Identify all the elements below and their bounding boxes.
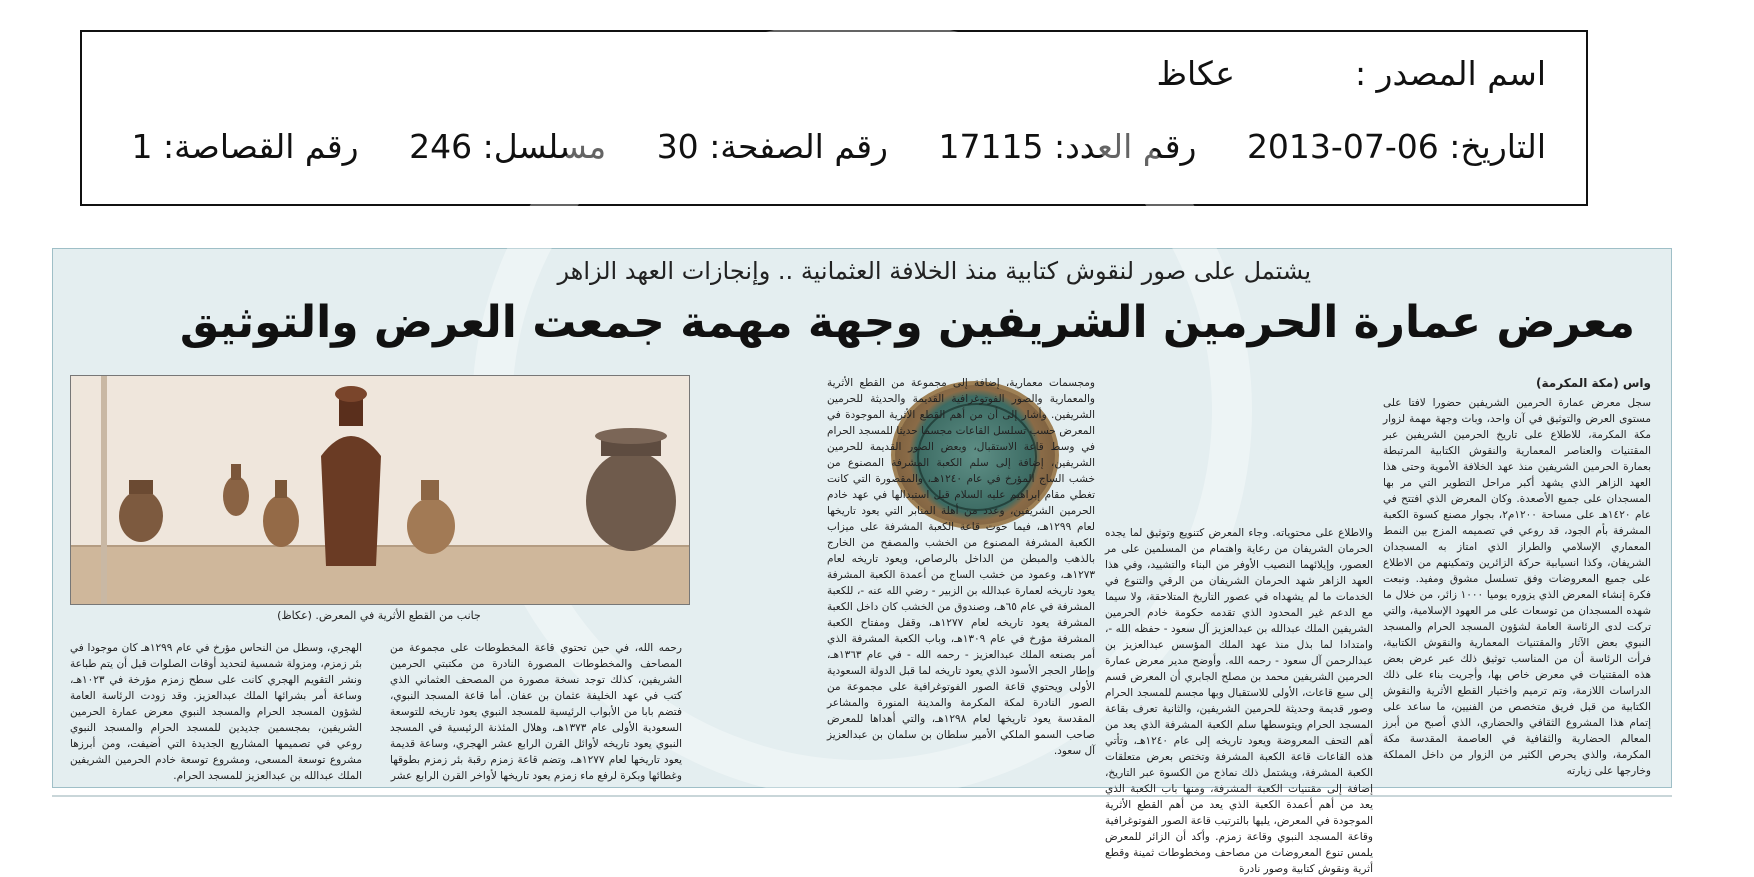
article-column-1 [1383,375,1651,777]
bottom-divider [52,795,1672,797]
column-3-text: ومجسمات معمارية، إضافة إلى مجموعة من القطع الأثرية والمعمارية والصور الفوتوغرافية القديمة والحديثة للحرمين الشريفين. وأشار إلى أن من أهم القطع الأثرية الموجودة في المعرض حسب تسلسل القاعات مجسما حديثا للمسجد الحرام في وسط قاعة الاستقبال، وبعض الصور القديمة للحرمين الشريفين، إضافة إلى سلم الكعبة المشرفة المصنوع من خشب الساج المؤرخ في عام ١٢٤٠هـ، والمقصورة التي كانت تغطي مقام إبراهيم عليه السلام قبل استبدالها في عهد خادم الحرمين الشريفين، وعدد من أهلة المنابر التي يعود تاريخها لعام ١٢٩٩هـ، فيما حوت قاعة الكعبة المشرفة على ميزاب الكعبة المشرفة المصنوع من الخشب والمصفح من الخارج بالذهب والمبطن من الداخل بالرصاص، ويعود تاريخه لعام ١٢٧٣هـ، وعمود من خشب الساج من أعمدة الكعبة المشرفة يعود تاريخه لعمارة عبدالله بن الزبير - رضي الله عنه -، للكعبة المشرفة في عام ٦٥هـ، وصندوق من الخشب كان داخل الكعبة المشرفة يعود تاريخه لعام ١٢٧٧هـ، وقفل ومفتاح الكعبة المشرفة مؤرخ في عام ١٣٠٩هـ، وباب الكعبة المشرفة الذي أمر بصنعه الملك عبدالعزيز - رحمه الله - في عام ١٣٦٣هـ، وإطار الحجر الأسود الذي يعود تاريخه لما قبل الدولة السعودية الأولى ويحتوي قاعة الصور الفوتوغرافية على مجموعة من الصور النادرة لمكة المكرمة والمدينة المنورة والمشاعر المقدسة يعود تاريخها لعام ١٢٩٨هـ، والتي أهداها للمعرض صاحب السمو الملكي الأمير سلطان بن سلمان بن عبدالعزيز آل سعود. [827,377,1096,757]
artifacts-photo [70,375,690,605]
column-1-text: سجل معرض عمارة الحرمين الشريفين حضورا لافتا على مستوى العرض والتوثيق في آن واحد، وبات وجهة مهمة لزوار مكة المكرمة، للاطلاع على تاريخ الحرمين الشريفين عبر المقتنيات والعناصر المعمارية والنقوش الكتابية المرتبطة بعمارة الحرمين الشريفين منذ عهد الخلافة الأموية وحتى هذا العهد الزاهر الذي يشهد أكبر مراحل التطوير التي مر بها المسجدان على جميع الأصعدة. وكان المعرض الذي افتتح في عام ١٤٢٠هـ على مساحة ١٢٠٠م٢، بجوار مصنع كسوة الكعبة المشرفة بأم الجود، قد روعي في تصميمه المزج بين النمط المعماري الإسلامي والطراز الذي امتاز به المسجدان الشريفان، وكذا انسيابية حركة الزائرين وتمكينهم من الاطلاع على جميع المعروضات وفق تسلسل مشوق ومفيد. ونبعت فكرة إنشاء المعرض الذي يزوره يوميا ١٠٠٠ زائر، من خلال ما شهده المسجدان من توسعات على مر العهود الإسلامية، والتي تركت لدى الرئاسة العامة لشؤون المسجد الحرام والمسجد النبوي بعض الآثار والمقتنيات المعمارية والنقوش الكتابية، فرأت الرئاسة أن من المناسب توثيق ذلك عبر عرض بعض هذه المقتنيات في معرض خاص بها، وأجريت بناء على ذلك الدراسات اللازمة، وتم ترميم واختيار القطع الأثرية والنقوش الكتابية من قبل فريق متخصص من الفنيين، ما ساعد على إتمام هذا المشروع الثقافي والحضاري، الذي أصبح من أبرز المعالم الحضارية والثقافية في العاصمة المقدسة مكة المكرمة، والذي يحرص الكثير من الزوار من داخل المملكة وخارجها على زيارته [1383,397,1651,777]
article-column-2 [1105,375,1373,875]
issue-value: 17115 [938,127,1044,166]
column-2-text: والاطلاع على محتوياته. وجاء المعرض كتنويع وتوثيق لما يجده الحرمان الشريفان من رعاية واهتمام من المسلمين على مر العصور، وإيلائهما النصيب الأوفر من البناء والتشييد، وفي هذا العهد الزاهر شهد الحرمان الشريفان من الرقي والتنوع في الخدمات ما لم يشهداه في عصور التاريخ المتلاحقة، ولا سيما مع الدعم غير المحدود الذي تقدمه حكومة خادم الحرمين الشريفين الملك عبدالله بن عبدالعزيز آل سعود - حفظه الله -، وامتدادا لما بذل منذ عهد الملك المؤسس عبدالعزيز بن عبدالرحمن آل سعود - رحمه الله. وأوضح مدير معرض عمارة الحرمين الشريفين محمد بن مصلح الجابري أن المعرض قسم إلى سبع قاعات، الأولى للاستقبال وبها مجسم للمسجد الحرام وصور قديمة وحديثة للحرمين الشريفين، والثانية تعرف بقاعة المسجد الحرام ويتوسطها سلم الكعبة المشرفة الذي يعد من أهم التحف المعروضة ويعود تاريخه إلى عام ١٢٤٠هـ، وتأتي هذه القاعات قاعة الكعبة المشرفة وتختص بعرض متعلقات الكعبة المشرفة، ويشتمل ذلك نماذج من الكسوة عبر التاريخ، إضافة إلى مقتنيات الكعبة المشرفة، ومنها باب الكعبة الذي يعد من أهم أعمدة الكعبة الذي يعد من أهم القطع الأثرية الموجودة في المعرض، يليها بالترتيب قاعة الصور الفوتوغرافية وقاعة المسجد النبوي وقاعة زمزم. وأكد أن الزائر للمعرض يلمس تنوع المعروضات من مصاحف ومخطوطات ثمينة وقطع أثرية ونقوش كتابية وصور نادرة [1105,527,1373,875]
source-label: اسم المصدر : [1354,54,1546,93]
page-value: 30 [656,127,699,166]
article-byline: واس (مكة المكرمة) [1536,376,1651,390]
date-value: 2013-07-06 [1246,127,1439,166]
photo-caption: جانب من القطع الأثرية في المعرض. (عكاظ) [277,609,481,622]
newspaper-clipping [52,248,1672,875]
article-column-4 [390,629,683,782]
issue-label: رقم العدد: [1053,127,1197,166]
article-column-5 [70,629,362,782]
serial-label: مسلسل: [482,127,607,166]
source-value: عكاظ [1156,54,1235,93]
page-label: رقم الصفحة: [709,127,888,166]
clip-label: رقم القصاصة: [163,127,359,166]
column-5-text: الهجري، وسطل من النحاس مؤرخ في عام ١٢٩٩هـ كان موجودا في بئر زمزم، ومزولة شمسية لتحديد أوقات الصلوات قبل أن يتم طباعة ونشر التقويم الهجري كانت على سطح زمزم مؤرخة في ١٠٢٣هـ، وساعة أمر بشرائها الملك عبدالعزيز. وقد زودت الرئاسة العامة لشؤون المسجد الحرام والمسجد النبوي معرض عمارة الحرمين الشريفين، بمجسمين جديدين للمسجد الحرام والمسجد النبوي روعي في تصميمها المشاريع الجديدة التي أضيفت، ومن أبرزها مشروع توسعة المسعى، ومشروع توسعة خادم الحرمين الشريفين الملك عبدالله بن عبدالعزيز للمسجد الحرام. [70,641,362,782]
article-headline: معرض عمارة الحرمين الشريفين وجهة مهمة جمعت العرض والتوثيق [179,297,1635,348]
column-4-text: رحمه الله، في حين تحتوي قاعة المخطوطات على مجموعة من المصاحف والمخطوطات المصورة النادرة من مكتبتي الحرمين الشريفين، كذلك توجد نسخة مصورة من المصحف العثماني الذي كتب في عهد الخليفة عثمان بن عفان. أما قاعة المسجد النبوي، فتضم بابا من الأبواب الرئيسية للمسجد النبوي يعود تاريخه للتوسعة السعودية الأولى عام ١٣٧٣هـ، وهلال المئذنة الرئيسية في المسجد النبوي يعود تاريخه لأوائل القرن الرابع عشر الهجري، وساعة قديمة يعود تاريخها لعام ١٢٧٧هـ، وتضم قاعة زمزم رقبة بئر زمزم بطوقها وغطائها وبكرة لرفع ماء زمزم يعود تاريخها لأواخر القرن الرابع عشر [390,641,683,782]
artifacts-illustration [71,376,689,604]
article-subtitle: يشتمل على صور لنقوش كتابية منذ الخلافة العثمانية .. وإنجازات العهد الزاهر [557,257,1311,285]
clip-value: 1 [131,127,153,166]
article-column-3 [827,375,1095,771]
serial-value: 246 [409,127,473,166]
date-label: التاريخ: [1449,127,1546,166]
source-row [1156,54,1546,93]
